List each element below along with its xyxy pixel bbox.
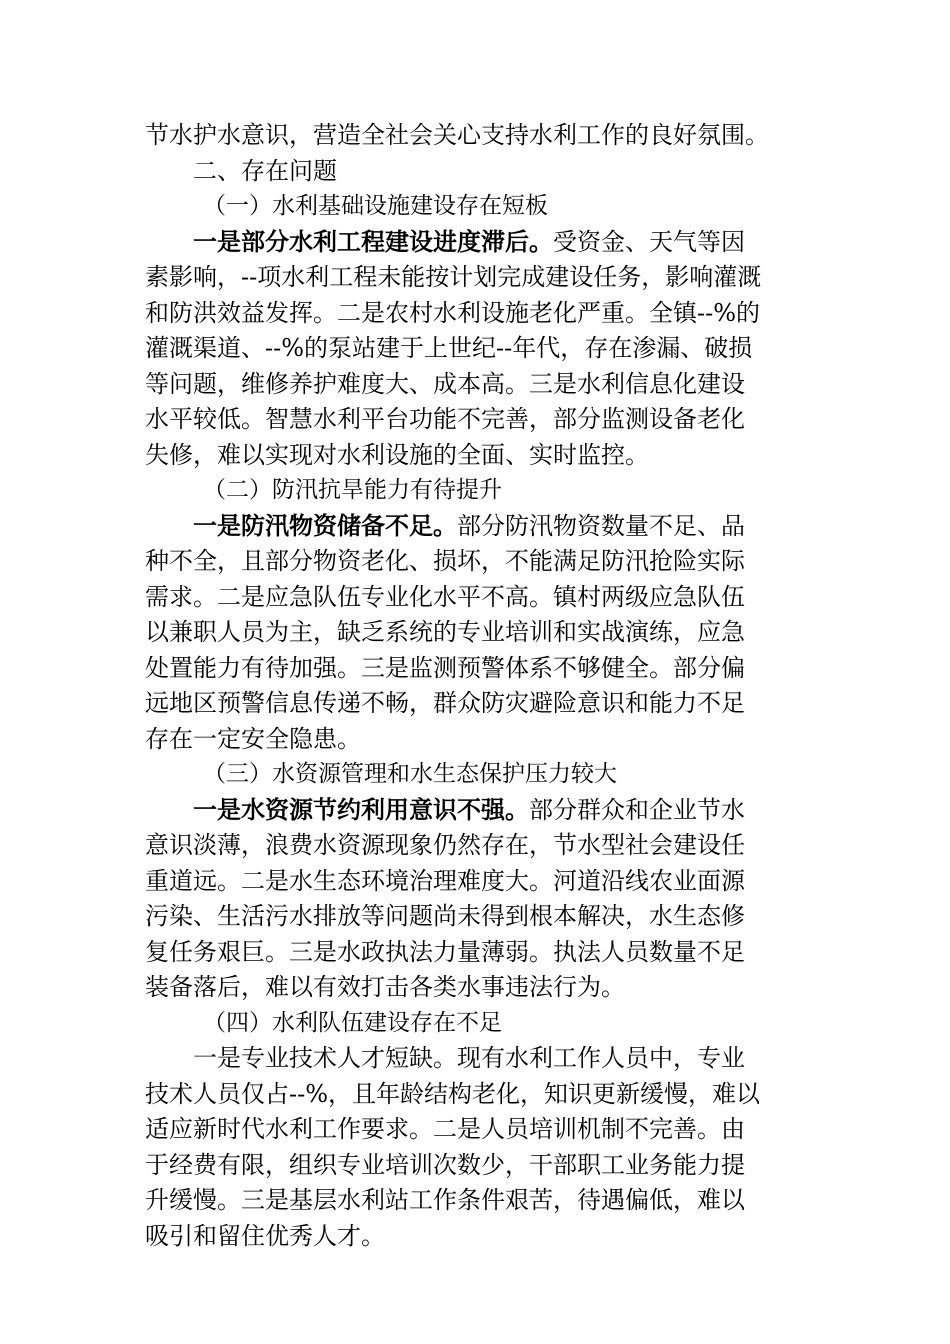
paragraph-first-line bbox=[145, 225, 807, 261]
document-page bbox=[145, 118, 807, 1254]
body-line: 种不全，且部分物资老化、损坏，不能满足防汛抢险实际 bbox=[145, 547, 745, 575]
body-line: 吸引和留住优秀人才。 bbox=[145, 1221, 385, 1250]
body-line: 节水护水意识，营造全社会关心支持水利工作的良好氛围。 bbox=[145, 121, 769, 149]
body-line: 装备落后，难以有效打击各类水事违法行为。 bbox=[145, 973, 625, 1001]
body-line: 和防洪效益发挥。二是农村水利设施老化严重。全镇--%的 bbox=[145, 298, 761, 327]
body-line: 于经费有限，组织专业培训次数少，干部职工业务能力提 bbox=[145, 1150, 745, 1179]
lead-sentence: 一是防汛物资储备不足。 bbox=[193, 511, 457, 540]
body-line: 复任务艰巨。三是水政执法力量薄弱。执法人员数量不足 bbox=[145, 937, 745, 966]
body-line: 污染、生活污水排放等问题尚未得到根本解决，水生态修 bbox=[145, 902, 745, 930]
subsection-heading: （四）水利队伍建设存在不足 bbox=[203, 1009, 502, 1036]
body-line: 远地区预警信息传递不畅，群众防灾避险意识和能力不足 bbox=[145, 689, 745, 717]
body-line: 失修，难以实现对水利设施的全面、实时监控。 bbox=[145, 440, 649, 469]
body-line: 技术人员仅占--%，且年龄结构老化，知识更新缓慢，难以 bbox=[145, 1079, 761, 1108]
body-text: 部分群众和企业节水 bbox=[529, 795, 745, 824]
lead-sentence: 一是水资源节约利用意识不强。 bbox=[193, 795, 529, 824]
body-line: 素影响，--项水利工程未能按计划完成建设任务，影响灌溉 bbox=[145, 263, 762, 291]
body-line: 灌溉渠道、--%的泵站建于上世纪--年代，存在渗漏、破损 bbox=[145, 334, 753, 362]
body-line: 意识淡薄，浪费水资源现象仍然存在，节水型社会建设任 bbox=[145, 831, 745, 859]
body-line: 水平较低。智慧水利平台功能不完善，部分监测设备老化 bbox=[145, 405, 745, 433]
paragraph-first-line: 一是专业技术人才短缺。现有水利工作人员中，专业 bbox=[193, 1044, 745, 1072]
body-text: 受资金、天气等因 bbox=[553, 227, 745, 256]
subsection-heading: （一）水利基础设施建设存在短板 bbox=[203, 193, 548, 219]
paragraph-first-line bbox=[145, 509, 807, 545]
section-heading: 二、存在问题 bbox=[193, 156, 337, 185]
body-text: 部分防汛物资数量不足、品 bbox=[457, 511, 745, 540]
body-line: 以兼职人员为主，缺乏系统的专业培训和实战演练，应急 bbox=[145, 618, 745, 646]
body-line: 存在一定安全隐患。 bbox=[145, 724, 361, 753]
body-line: 等问题，维修养护难度大、成本高。三是水利信息化建设 bbox=[145, 369, 745, 398]
body-line: 处置能力有待加强。三是监测预警体系不够健全。部分偏 bbox=[145, 653, 745, 682]
body-line: 重道远。二是水生态环境治理难度大。河道沿线农业面源 bbox=[145, 866, 745, 895]
subsection-heading: （二）防汛抗旱能力有待提升 bbox=[203, 477, 502, 503]
body-line: 升缓慢。三是基层水利站工作条件艰苦，待遇偏低，难以 bbox=[145, 1186, 745, 1214]
paragraph-first-line bbox=[145, 793, 807, 829]
subsection-heading: （三）水资源管理和水生态保护压力较大 bbox=[203, 761, 617, 787]
lead-sentence: 一是部分水利工程建设进度滞后。 bbox=[193, 227, 553, 256]
body-line: 适应新时代水利工作要求。二是人员培训机制不完善。由 bbox=[145, 1115, 745, 1143]
body-line: 需求。二是应急队伍专业化水平不高。镇村两级应急队伍 bbox=[145, 582, 745, 611]
